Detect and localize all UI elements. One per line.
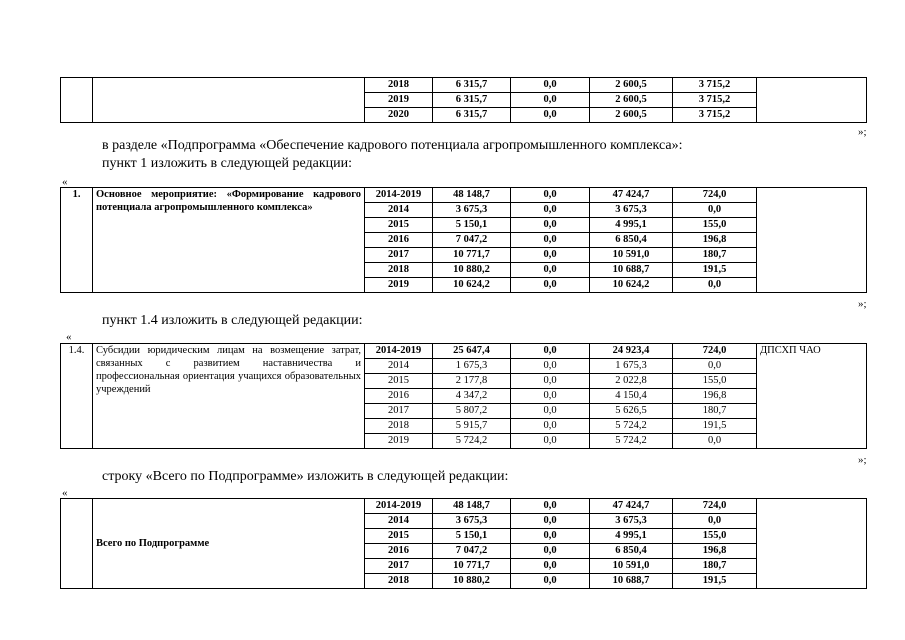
amount-cell: 0,0 <box>511 248 590 263</box>
item-index: 1. <box>61 188 93 293</box>
amount-cell: 10 591,0 <box>590 248 673 263</box>
amount-cell: 0,0 <box>511 108 590 123</box>
table-row <box>61 188 867 203</box>
year-cell: 2018 <box>365 419 433 434</box>
amount-cell: 10 771,7 <box>433 248 511 263</box>
executor-cell <box>757 499 867 589</box>
amount-cell: 48 148,7 <box>433 188 511 203</box>
year-cell: 2014-2019 <box>365 499 433 514</box>
year-cell: 2014 <box>365 359 433 374</box>
amount-cell: 0,0 <box>511 218 590 233</box>
amount-cell: 191,5 <box>673 263 757 278</box>
year-cell: 2014 <box>365 203 433 218</box>
amount-cell: 4 347,2 <box>433 389 511 404</box>
amount-cell: 48 148,7 <box>433 499 511 514</box>
amount-cell: 2 600,5 <box>590 108 673 123</box>
instruction-text: пункт 1 изложить в следующей редакции: <box>102 156 352 171</box>
amount-cell: 5 724,2 <box>433 434 511 449</box>
instruction-text: пункт 1.4 изложить в следующей редакции: <box>102 313 363 328</box>
amount-cell: 0,0 <box>673 514 757 529</box>
amount-cell: 5 915,7 <box>433 419 511 434</box>
amount-cell: 47 424,7 <box>590 188 673 203</box>
amount-cell: 0,0 <box>511 419 590 434</box>
amount-cell: 0,0 <box>511 544 590 559</box>
amount-cell: 196,8 <box>673 544 757 559</box>
close-quote: »; <box>858 454 867 466</box>
item-index <box>61 499 93 589</box>
amount-cell: 5 724,2 <box>590 419 673 434</box>
year-cell: 2016 <box>365 233 433 248</box>
amount-cell: 10 624,2 <box>433 278 511 293</box>
year-cell: 2019 <box>365 434 433 449</box>
table-item-1-4 <box>60 343 867 449</box>
instruction-text: в разделе «Подпрограмма «Обеспечение кадрового потенциала агропромышленного комплекса»: <box>102 138 683 153</box>
item-description <box>93 78 365 123</box>
amount-cell: 4 995,1 <box>590 529 673 544</box>
amount-cell: 155,0 <box>673 529 757 544</box>
amount-cell: 6 315,7 <box>433 108 511 123</box>
amount-cell: 3 675,3 <box>433 203 511 218</box>
amount-cell: 4 150,4 <box>590 389 673 404</box>
amount-cell: 5 724,2 <box>590 434 673 449</box>
executor-cell <box>757 188 867 293</box>
table-row <box>61 499 867 514</box>
instruction-text: строку «Всего по Подпрограмме» изложить в следующей редакции: <box>102 469 509 484</box>
table-total <box>60 498 867 589</box>
amount-cell: 7 047,2 <box>433 233 511 248</box>
amount-cell: 3 675,3 <box>590 203 673 218</box>
amount-cell: 1 675,3 <box>590 359 673 374</box>
amount-cell: 724,0 <box>673 188 757 203</box>
year-cell: 2015 <box>365 374 433 389</box>
open-quote: « <box>62 176 68 188</box>
item-description: Основное мероприятие: «Формирование кадрового потенциала агропромышленного комплекса» <box>93 188 365 293</box>
item-description: Субсидии юридическим лицам на возмещение затрат, связанных с развитием наставничества и профессиональная ориентация учащихся образовательных учреждений <box>93 344 365 449</box>
amount-cell: 10 688,7 <box>590 574 673 589</box>
item-description: Всего по Подпрограмме <box>93 499 365 589</box>
year-cell: 2015 <box>365 529 433 544</box>
amount-cell: 0,0 <box>511 233 590 248</box>
amount-cell: 191,5 <box>673 419 757 434</box>
open-quote: « <box>62 487 68 499</box>
amount-cell: 6 315,7 <box>433 78 511 93</box>
amount-cell: 6 315,7 <box>433 93 511 108</box>
year-cell: 2019 <box>365 278 433 293</box>
year-cell: 2017 <box>365 559 433 574</box>
amount-cell: 10 591,0 <box>590 559 673 574</box>
amount-cell: 0,0 <box>511 203 590 218</box>
amount-cell: 4 995,1 <box>590 218 673 233</box>
amount-cell: 196,8 <box>673 389 757 404</box>
amount-cell: 196,8 <box>673 233 757 248</box>
amount-cell: 180,7 <box>673 248 757 263</box>
amount-cell: 0,0 <box>511 359 590 374</box>
amount-cell: 5 807,2 <box>433 404 511 419</box>
year-cell: 2019 <box>365 93 433 108</box>
item-index <box>61 78 93 123</box>
amount-cell: 5 150,1 <box>433 529 511 544</box>
table-top <box>60 77 867 123</box>
year-cell: 2018 <box>365 574 433 589</box>
year-cell: 2015 <box>365 218 433 233</box>
executor-cell <box>757 78 867 123</box>
amount-cell: 155,0 <box>673 374 757 389</box>
amount-cell: 3 715,2 <box>673 93 757 108</box>
amount-cell: 0,0 <box>673 203 757 218</box>
amount-cell: 0,0 <box>673 359 757 374</box>
table-row <box>61 344 867 359</box>
amount-cell: 25 647,4 <box>433 344 511 359</box>
amount-cell: 2 177,8 <box>433 374 511 389</box>
year-cell: 2020 <box>365 108 433 123</box>
amount-cell: 0,0 <box>511 514 590 529</box>
amount-cell: 2 022,8 <box>590 374 673 389</box>
amount-cell: 0,0 <box>511 434 590 449</box>
amount-cell: 0,0 <box>511 574 590 589</box>
year-cell: 2014-2019 <box>365 188 433 203</box>
amount-cell: 5 626,5 <box>590 404 673 419</box>
amount-cell: 10 880,2 <box>433 574 511 589</box>
table-item-1 <box>60 187 867 293</box>
amount-cell: 3 715,2 <box>673 78 757 93</box>
year-cell: 2014-2019 <box>365 344 433 359</box>
amount-cell: 1 675,3 <box>433 359 511 374</box>
amount-cell: 2 600,5 <box>590 93 673 108</box>
amount-cell: 0,0 <box>511 344 590 359</box>
amount-cell: 0,0 <box>511 499 590 514</box>
amount-cell: 7 047,2 <box>433 544 511 559</box>
table-row <box>61 78 867 93</box>
amount-cell: 2 600,5 <box>590 78 673 93</box>
amount-cell: 0,0 <box>673 434 757 449</box>
amount-cell: 0,0 <box>673 278 757 293</box>
amount-cell: 0,0 <box>511 263 590 278</box>
amount-cell: 191,5 <box>673 574 757 589</box>
amount-cell: 24 923,4 <box>590 344 673 359</box>
amount-cell: 6 850,4 <box>590 233 673 248</box>
amount-cell: 0,0 <box>511 404 590 419</box>
amount-cell: 180,7 <box>673 404 757 419</box>
year-cell: 2018 <box>365 78 433 93</box>
amount-cell: 0,0 <box>511 278 590 293</box>
amount-cell: 724,0 <box>673 344 757 359</box>
executor-cell: ДПСХП ЧАО <box>757 344 867 449</box>
amount-cell: 724,0 <box>673 499 757 514</box>
amount-cell: 0,0 <box>511 559 590 574</box>
year-cell: 2017 <box>365 404 433 419</box>
close-quote: »; <box>858 298 867 310</box>
amount-cell: 0,0 <box>511 78 590 93</box>
amount-cell: 10 771,7 <box>433 559 511 574</box>
amount-cell: 5 150,1 <box>433 218 511 233</box>
year-cell: 2014 <box>365 514 433 529</box>
year-cell: 2017 <box>365 248 433 263</box>
amount-cell: 0,0 <box>511 374 590 389</box>
amount-cell: 0,0 <box>511 188 590 203</box>
amount-cell: 6 850,4 <box>590 544 673 559</box>
amount-cell: 3 715,2 <box>673 108 757 123</box>
amount-cell: 10 624,2 <box>590 278 673 293</box>
open-quote: « <box>66 331 72 343</box>
amount-cell: 180,7 <box>673 559 757 574</box>
amount-cell: 10 688,7 <box>590 263 673 278</box>
year-cell: 2016 <box>365 389 433 404</box>
close-quote: »; <box>858 126 867 138</box>
amount-cell: 0,0 <box>511 529 590 544</box>
amount-cell: 155,0 <box>673 218 757 233</box>
amount-cell: 10 880,2 <box>433 263 511 278</box>
amount-cell: 0,0 <box>511 93 590 108</box>
amount-cell: 47 424,7 <box>590 499 673 514</box>
year-cell: 2018 <box>365 263 433 278</box>
year-cell: 2016 <box>365 544 433 559</box>
item-index: 1.4. <box>61 344 93 449</box>
amount-cell: 0,0 <box>511 389 590 404</box>
amount-cell: 3 675,3 <box>590 514 673 529</box>
amount-cell: 3 675,3 <box>433 514 511 529</box>
